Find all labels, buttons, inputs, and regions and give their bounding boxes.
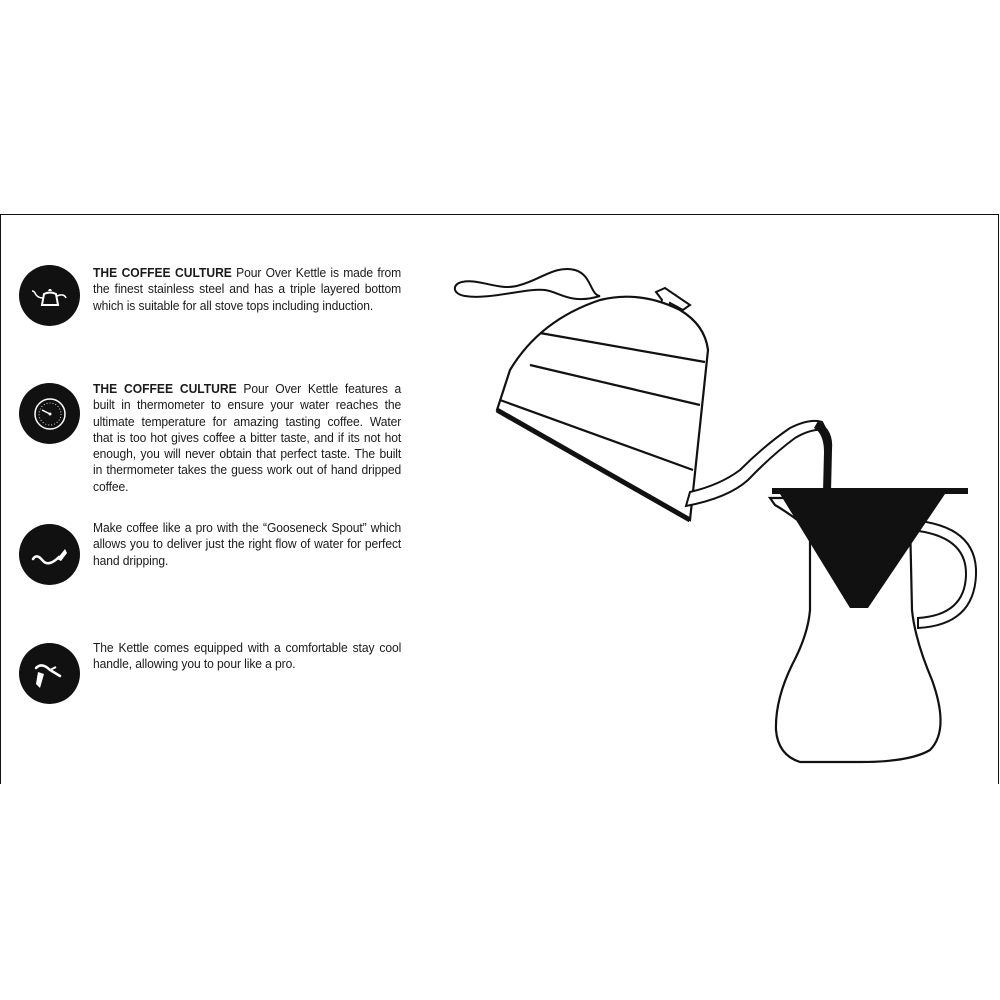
feature-stainless-steel <box>19 265 414 326</box>
feature-text <box>93 265 401 314</box>
feature-description: Make coffee like a pro with the “Gooseneck Spout” which allows you to deliver just the right flow of water for perfect hand dripping. <box>93 521 402 568</box>
kettle-handle <box>455 269 600 299</box>
feature-description: Pour Over Kettle is made from the finest stainless steel and has a triple layered bottom which is suitable for all stove tops including induction. <box>93 266 402 313</box>
brand-name: THE COFFEE CULTURE <box>93 382 237 396</box>
feature-text <box>93 520 401 569</box>
feature-handle <box>19 640 414 704</box>
coffee-filter <box>772 488 968 608</box>
kettle-icon <box>19 265 80 326</box>
kettle-body <box>497 297 708 520</box>
pour-over-illustration <box>440 230 1000 790</box>
brand-name: THE COFFEE CULTURE <box>93 266 232 280</box>
thermometer-icon <box>19 383 80 444</box>
feature-description: Pour Over Kettle features a built in thermometer to ensure your water reaches the ultimate temperature for amazing tasting coffee. Water that is too hot gives coffee a bitter taste, and if its not hot enough, you will never obtain that perfect taste. The built in thermometer takes the guess work out of hand dripped coffee. <box>93 382 402 494</box>
feature-text <box>93 381 401 495</box>
feature-description: The Kettle comes equipped with a comfortable stay cool handle, allowing you to pour like a pro. <box>93 641 402 672</box>
handle-icon <box>19 643 80 704</box>
water-stream <box>814 421 832 492</box>
gooseneck-spout-icon <box>19 524 80 585</box>
feature-gooseneck <box>19 520 414 585</box>
feature-text <box>93 640 401 673</box>
feature-thermometer <box>19 381 414 495</box>
carafe-handle <box>910 520 976 628</box>
